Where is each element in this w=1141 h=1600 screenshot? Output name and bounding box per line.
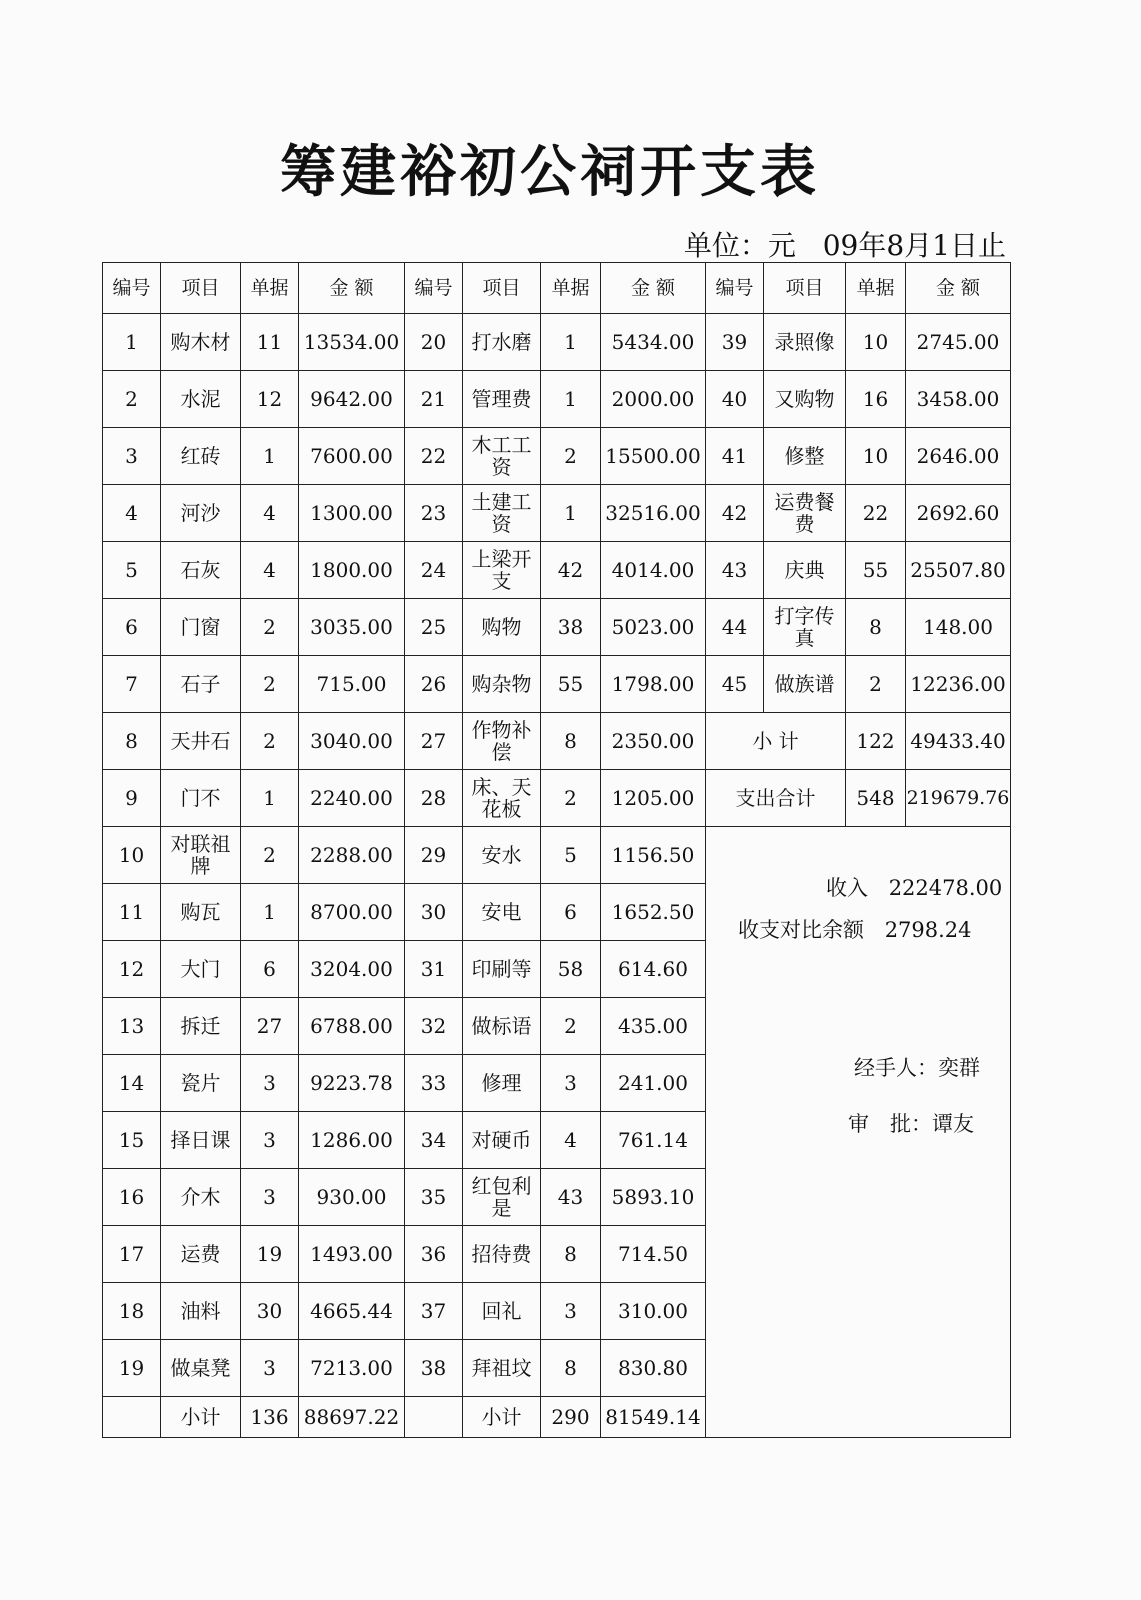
item-cell: 作物补偿 bbox=[463, 713, 541, 770]
header-cell: 金 额 bbox=[299, 263, 405, 314]
item-cell: 红包利是 bbox=[463, 1169, 541, 1226]
header-cell: 编号 bbox=[706, 263, 764, 314]
number-cell: 7 bbox=[103, 656, 161, 713]
number-cell: 33 bbox=[405, 1055, 463, 1112]
bills-cell: 10 bbox=[846, 314, 906, 371]
bills-cell: 42 bbox=[541, 542, 601, 599]
amount-cell: 8700.00 bbox=[299, 884, 405, 941]
item-cell: 门窗 bbox=[161, 599, 241, 656]
number-cell: 16 bbox=[103, 1169, 161, 1226]
balance-value: 2798.24 bbox=[884, 918, 972, 942]
total-bills-cell: 548 bbox=[846, 770, 906, 827]
subtotal-amount-cell: 81549.14 bbox=[601, 1397, 706, 1438]
number-cell: 2 bbox=[103, 371, 161, 428]
bills-cell: 8 bbox=[541, 1340, 601, 1397]
bills-cell: 2 bbox=[541, 428, 601, 485]
number-cell: 40 bbox=[706, 371, 764, 428]
number-cell: 28 bbox=[405, 770, 463, 827]
item-cell: 打字传真 bbox=[764, 599, 846, 656]
item-cell: 拆迁 bbox=[161, 998, 241, 1055]
bills-cell: 1 bbox=[541, 314, 601, 371]
bills-cell: 2 bbox=[241, 599, 299, 656]
amount-cell: 714.50 bbox=[601, 1226, 706, 1283]
bills-cell: 2 bbox=[241, 827, 299, 884]
bills-cell: 55 bbox=[541, 656, 601, 713]
amount-cell: 830.80 bbox=[601, 1340, 706, 1397]
number-cell: 5 bbox=[103, 542, 161, 599]
item-cell: 印刷等 bbox=[463, 941, 541, 998]
item-cell: 做桌凳 bbox=[161, 1340, 241, 1397]
income-label: 收入 bbox=[826, 876, 868, 900]
bills-cell: 6 bbox=[541, 884, 601, 941]
subtotal-label-cell: 小计 bbox=[463, 1397, 541, 1438]
bills-cell: 1 bbox=[541, 371, 601, 428]
total-amount-cell: 219679.76 bbox=[906, 770, 1011, 827]
amount-cell: 241.00 bbox=[601, 1055, 706, 1112]
item-cell: 土建工资 bbox=[463, 485, 541, 542]
header-cell: 单据 bbox=[846, 263, 906, 314]
item-cell: 床、天花板 bbox=[463, 770, 541, 827]
item-cell: 打水磨 bbox=[463, 314, 541, 371]
amount-cell: 1286.00 bbox=[299, 1112, 405, 1169]
item-cell: 择日课 bbox=[161, 1112, 241, 1169]
bills-cell: 4 bbox=[241, 542, 299, 599]
bills-cell: 1 bbox=[241, 884, 299, 941]
header-cell: 金 额 bbox=[601, 263, 706, 314]
item-cell: 回礼 bbox=[463, 1283, 541, 1340]
approver-label: 审 批： bbox=[848, 1112, 932, 1136]
number-cell: 32 bbox=[405, 998, 463, 1055]
subtotal-label-cell: 小计 bbox=[161, 1397, 241, 1438]
bills-cell: 4 bbox=[541, 1112, 601, 1169]
item-cell: 修理 bbox=[463, 1055, 541, 1112]
bills-cell: 38 bbox=[541, 599, 601, 656]
item-cell: 安电 bbox=[463, 884, 541, 941]
item-cell: 运费餐费 bbox=[764, 485, 846, 542]
bills-cell: 3 bbox=[241, 1112, 299, 1169]
amount-cell: 9642.00 bbox=[299, 371, 405, 428]
amount-cell: 1800.00 bbox=[299, 542, 405, 599]
item-cell: 购物 bbox=[463, 599, 541, 656]
number-cell: 45 bbox=[706, 656, 764, 713]
amount-cell: 1798.00 bbox=[601, 656, 706, 713]
amount-cell: 25507.80 bbox=[906, 542, 1011, 599]
bills-cell: 2 bbox=[241, 713, 299, 770]
amount-cell: 4665.44 bbox=[299, 1283, 405, 1340]
item-cell: 介木 bbox=[161, 1169, 241, 1226]
item-cell: 天井石 bbox=[161, 713, 241, 770]
item-cell: 购杂物 bbox=[463, 656, 541, 713]
number-cell: 37 bbox=[405, 1283, 463, 1340]
subtotal-bills-cell: 290 bbox=[541, 1397, 601, 1438]
handler-name: 奕群 bbox=[938, 1056, 980, 1080]
number-cell: 20 bbox=[405, 314, 463, 371]
amount-cell: 13534.00 bbox=[299, 314, 405, 371]
handler-label: 经手人： bbox=[854, 1056, 938, 1080]
item-cell: 又购物 bbox=[764, 371, 846, 428]
amount-cell: 2646.00 bbox=[906, 428, 1011, 485]
item-cell: 石灰 bbox=[161, 542, 241, 599]
amount-cell: 3458.00 bbox=[906, 371, 1011, 428]
item-cell: 拜祖坟 bbox=[463, 1340, 541, 1397]
amount-cell: 6788.00 bbox=[299, 998, 405, 1055]
item-cell: 瓷片 bbox=[161, 1055, 241, 1112]
bills-cell: 1 bbox=[241, 428, 299, 485]
number-cell: 30 bbox=[405, 884, 463, 941]
subtotal-amount-cell: 49433.40 bbox=[906, 713, 1011, 770]
bills-cell: 12 bbox=[241, 371, 299, 428]
bills-cell: 27 bbox=[241, 998, 299, 1055]
bills-cell: 3 bbox=[241, 1169, 299, 1226]
number-cell: 34 bbox=[405, 1112, 463, 1169]
number-cell: 3 bbox=[103, 428, 161, 485]
item-cell: 安水 bbox=[463, 827, 541, 884]
bills-cell: 11 bbox=[241, 314, 299, 371]
item-cell: 河沙 bbox=[161, 485, 241, 542]
handler-line bbox=[854, 1052, 980, 1082]
bills-cell: 8 bbox=[541, 713, 601, 770]
number-cell: 21 bbox=[405, 371, 463, 428]
page-title: 筹建裕初公祠开支表 bbox=[280, 140, 820, 205]
date-label: 09年8月1日止 bbox=[822, 229, 1006, 262]
number-cell: 4 bbox=[103, 485, 161, 542]
item-cell: 购木材 bbox=[161, 314, 241, 371]
bills-cell: 8 bbox=[846, 599, 906, 656]
bills-cell: 2 bbox=[541, 770, 601, 827]
amount-cell: 435.00 bbox=[601, 998, 706, 1055]
number-cell: 38 bbox=[405, 1340, 463, 1397]
item-cell: 门不 bbox=[161, 770, 241, 827]
amount-cell: 1493.00 bbox=[299, 1226, 405, 1283]
total-label-cell: 支出合计 bbox=[706, 770, 846, 827]
number-cell: 29 bbox=[405, 827, 463, 884]
number-cell: 15 bbox=[103, 1112, 161, 1169]
bills-cell: 3 bbox=[241, 1055, 299, 1112]
number-cell: 6 bbox=[103, 599, 161, 656]
bills-cell: 55 bbox=[846, 542, 906, 599]
bills-cell: 58 bbox=[541, 941, 601, 998]
bills-cell: 5 bbox=[541, 827, 601, 884]
number-cell: 41 bbox=[706, 428, 764, 485]
bills-cell: 3 bbox=[541, 1283, 601, 1340]
header-cell: 项目 bbox=[161, 263, 241, 314]
bills-cell: 8 bbox=[541, 1226, 601, 1283]
item-cell: 做标语 bbox=[463, 998, 541, 1055]
number-cell: 27 bbox=[405, 713, 463, 770]
item-cell: 管理费 bbox=[463, 371, 541, 428]
number-cell: 44 bbox=[706, 599, 764, 656]
subtotal-bills-cell: 122 bbox=[846, 713, 906, 770]
number-cell: 10 bbox=[103, 827, 161, 884]
item-cell: 油料 bbox=[161, 1283, 241, 1340]
header-cell: 金 额 bbox=[906, 263, 1011, 314]
amount-cell: 761.14 bbox=[601, 1112, 706, 1169]
amount-cell: 32516.00 bbox=[601, 485, 706, 542]
amount-cell: 2350.00 bbox=[601, 713, 706, 770]
number-cell: 14 bbox=[103, 1055, 161, 1112]
number-cell: 26 bbox=[405, 656, 463, 713]
amount-cell: 3040.00 bbox=[299, 713, 405, 770]
balance-line bbox=[738, 914, 972, 944]
header-cell: 项目 bbox=[764, 263, 846, 314]
header-cell: 编号 bbox=[103, 263, 161, 314]
subtotal-label-cell: 小 计 bbox=[706, 713, 846, 770]
header-cell: 编号 bbox=[405, 263, 463, 314]
bills-cell: 4 bbox=[241, 485, 299, 542]
amount-cell: 148.00 bbox=[906, 599, 1011, 656]
bills-cell: 30 bbox=[241, 1283, 299, 1340]
bills-cell: 22 bbox=[846, 485, 906, 542]
bills-cell: 2 bbox=[846, 656, 906, 713]
item-cell: 购瓦 bbox=[161, 884, 241, 941]
number-cell: 24 bbox=[405, 542, 463, 599]
bills-cell: 1 bbox=[541, 485, 601, 542]
bills-cell: 6 bbox=[241, 941, 299, 998]
amount-cell: 2000.00 bbox=[601, 371, 706, 428]
number-cell: 36 bbox=[405, 1226, 463, 1283]
bills-cell: 43 bbox=[541, 1169, 601, 1226]
amount-cell: 2240.00 bbox=[299, 770, 405, 827]
amount-cell: 310.00 bbox=[601, 1283, 706, 1340]
amount-cell: 715.00 bbox=[299, 656, 405, 713]
approver-line bbox=[848, 1108, 974, 1138]
header-cell: 项目 bbox=[463, 263, 541, 314]
number-cell: 8 bbox=[103, 713, 161, 770]
bills-cell: 19 bbox=[241, 1226, 299, 1283]
amount-cell: 1156.50 bbox=[601, 827, 706, 884]
number-cell: 31 bbox=[405, 941, 463, 998]
header-cell: 单据 bbox=[241, 263, 299, 314]
number-cell: 39 bbox=[706, 314, 764, 371]
amount-cell: 2745.00 bbox=[906, 314, 1011, 371]
amount-cell: 930.00 bbox=[299, 1169, 405, 1226]
amount-cell: 5893.10 bbox=[601, 1169, 706, 1226]
amount-cell: 5023.00 bbox=[601, 599, 706, 656]
item-cell: 石子 bbox=[161, 656, 241, 713]
amount-cell: 2692.60 bbox=[906, 485, 1011, 542]
number-cell: 12 bbox=[103, 941, 161, 998]
item-cell: 木工工资 bbox=[463, 428, 541, 485]
balance-label: 收支对比余额 bbox=[738, 918, 864, 942]
item-cell: 水泥 bbox=[161, 371, 241, 428]
number-cell: 13 bbox=[103, 998, 161, 1055]
amount-cell: 3204.00 bbox=[299, 941, 405, 998]
bills-cell: 2 bbox=[541, 998, 601, 1055]
item-cell: 运费 bbox=[161, 1226, 241, 1283]
bills-cell: 3 bbox=[241, 1340, 299, 1397]
item-cell: 对硬币 bbox=[463, 1112, 541, 1169]
item-cell: 对联祖牌 bbox=[161, 827, 241, 884]
number-cell: 35 bbox=[405, 1169, 463, 1226]
bills-cell: 10 bbox=[846, 428, 906, 485]
number-cell: 19 bbox=[103, 1340, 161, 1397]
amount-cell: 2288.00 bbox=[299, 827, 405, 884]
unit-label: 单位：元 bbox=[683, 229, 796, 262]
amount-cell: 3035.00 bbox=[299, 599, 405, 656]
item-cell: 红砖 bbox=[161, 428, 241, 485]
amount-cell: 15500.00 bbox=[601, 428, 706, 485]
number-cell: 23 bbox=[405, 485, 463, 542]
number-cell: 1 bbox=[103, 314, 161, 371]
amount-cell: 7213.00 bbox=[299, 1340, 405, 1397]
amount-cell: 1300.00 bbox=[299, 485, 405, 542]
subtotal-bills-cell: 136 bbox=[241, 1397, 299, 1438]
income-line bbox=[826, 872, 1002, 902]
number-cell: 11 bbox=[103, 884, 161, 941]
item-cell: 庆典 bbox=[764, 542, 846, 599]
amount-cell: 1652.50 bbox=[601, 884, 706, 941]
income-value: 222478.00 bbox=[888, 876, 1003, 900]
amount-cell: 4014.00 bbox=[601, 542, 706, 599]
amount-cell: 9223.78 bbox=[299, 1055, 405, 1112]
number-cell: 18 bbox=[103, 1283, 161, 1340]
amount-cell: 12236.00 bbox=[906, 656, 1011, 713]
item-cell: 大门 bbox=[161, 941, 241, 998]
number-cell: 17 bbox=[103, 1226, 161, 1283]
item-cell: 修整 bbox=[764, 428, 846, 485]
amount-cell: 1205.00 bbox=[601, 770, 706, 827]
number-cell: 9 bbox=[103, 770, 161, 827]
amount-cell: 7600.00 bbox=[299, 428, 405, 485]
number-cell: 42 bbox=[706, 485, 764, 542]
bills-cell: 1 bbox=[241, 770, 299, 827]
item-cell: 录照像 bbox=[764, 314, 846, 371]
amount-cell: 614.60 bbox=[601, 941, 706, 998]
number-cell: 25 bbox=[405, 599, 463, 656]
bills-cell: 3 bbox=[541, 1055, 601, 1112]
number-cell: 22 bbox=[405, 428, 463, 485]
item-cell: 招待费 bbox=[463, 1226, 541, 1283]
item-cell: 上梁开支 bbox=[463, 542, 541, 599]
number-cell: 43 bbox=[706, 542, 764, 599]
bills-cell: 2 bbox=[241, 656, 299, 713]
amount-cell: 5434.00 bbox=[601, 314, 706, 371]
subtotal-amount-cell: 88697.22 bbox=[299, 1397, 405, 1438]
bills-cell: 16 bbox=[846, 371, 906, 428]
item-cell: 做族谱 bbox=[764, 656, 846, 713]
approver-name: 谭友 bbox=[932, 1112, 974, 1136]
header-cell: 单据 bbox=[541, 263, 601, 314]
